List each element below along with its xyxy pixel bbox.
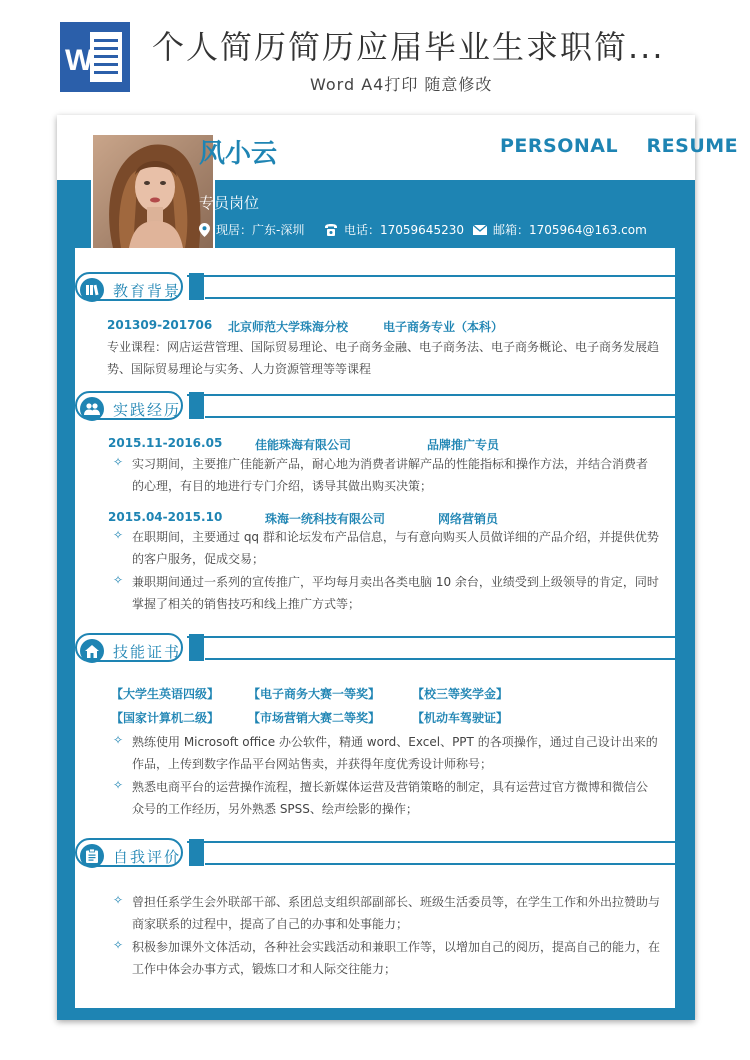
section-header-self-eval	[75, 836, 675, 872]
phone-icon	[324, 224, 338, 236]
job-role: 品牌推广专员	[427, 438, 500, 452]
phone-text: 电话：17059645230	[344, 223, 464, 237]
job-company: 佳能珠海有限公司	[255, 438, 352, 452]
bullet-icon: ✧	[113, 893, 124, 907]
contact-location	[199, 221, 304, 238]
bullet-icon: ✧	[113, 938, 124, 952]
location-text: 现居：广东-深圳	[216, 223, 305, 237]
self-eval-bullet: 积极参加课外文体活动，各种社会实践活动和兼职工作等，以增加自己的阅历，提高自己的能力，在 工作中体会办事方式，锻炼口才和人际交往能力；	[132, 940, 661, 976]
job-bullet: 兼职期间通过一系列的宣传推广，平均每月卖出各类电脑 10 余台，业绩受到上级领导的肯定，同时 掌握了相关的销售技巧和线上推广方式等；	[132, 575, 659, 611]
cert-item: 【机动车驾驶证】	[412, 711, 509, 725]
candidate-name: 风小云	[199, 139, 278, 169]
job-role: 网络营销员	[438, 512, 499, 526]
mail-icon	[473, 225, 487, 235]
personal-resume-heading: PERSONAL RESUME	[500, 135, 739, 157]
profile-photo	[91, 133, 215, 250]
top-header	[0, 0, 750, 110]
section-title: 实践经历	[113, 401, 182, 419]
section-title: 自我评价	[113, 848, 182, 866]
edu-courses: 专业课程：网店运营管理、国际贸易理论、电子商务金融、电子商务法、电子商务概论、电子商务发展趋 势、国际贸易理论与实务、人力资源管理等等课程	[107, 340, 660, 376]
section-header-practice	[75, 389, 675, 425]
self-eval-bullet: 曾担任系学生会外联部干部、系团总支组织部副部长、班级生活委员等，在学生工作和外出拉赞助与 商家联系的过程中，提高了自己的办事和处事能力；	[132, 895, 661, 931]
resume-content	[75, 248, 675, 1008]
job-period: 2015.11-2016.05	[108, 436, 223, 450]
section-header-skills	[75, 631, 675, 667]
edu-major: 电子商务专业（本科）	[383, 320, 504, 334]
svg-text:W: W	[65, 44, 94, 77]
cert-item: 【国家计算机二级】	[111, 711, 220, 725]
bullet-icon: ✧	[113, 573, 124, 587]
cert-item: 【大学生英语四级】	[111, 687, 220, 701]
skill-bullet: 熟练使用 Microsoft office 办公软件，精通 word、Excel、PPT 的各项操作，通过自己设计出来的 作品，上传到数字作品平台网站售卖，并获得年度优秀设计师称号；	[132, 735, 658, 771]
location-pin-icon	[199, 223, 210, 237]
bullet-icon: ✧	[113, 528, 124, 542]
bullet-icon: ✧	[113, 455, 124, 469]
cert-item: 【校三等奖学金】	[412, 687, 509, 701]
books-icon	[80, 278, 104, 302]
job-bullet: 实习期间，主要推广佳能新产品，耐心地为消费者讲解产品的性能指标和操作方法，并结合消费者 的心理，有目的地进行专门介绍，诱导其做出购买决策；	[132, 457, 649, 493]
job-company: 珠海一统科技有限公司	[265, 512, 386, 526]
clipboard-icon	[80, 844, 104, 868]
contact-phone	[324, 221, 464, 238]
cert-item: 【电子商务大赛一等奖】	[248, 687, 381, 701]
skill-bullet: 熟悉电商平台的运营操作流程，擅长新媒体运营及营销策略的制定，具有运营过官方微博和微信公 众号的工作经历，另外熟悉 SPSS、绘声绘影的操作；	[132, 780, 649, 816]
job-period: 2015.04-2015.10	[108, 510, 223, 524]
word-doc-icon	[60, 22, 130, 92]
section-title: 技能证书	[113, 643, 182, 661]
edu-period: 201309-201706	[107, 318, 213, 332]
edu-school: 北京师范大学珠海分校	[228, 320, 349, 334]
email-text: 邮箱：1705964@163.com	[493, 223, 647, 237]
job-bullet: 在职期间，主要通过 qq 群和论坛发布产品信息，与有意向购买人员做详细的产品介绍，并提供优势 的客户服务，促成交易；	[132, 530, 659, 566]
document-subtitle: Word A4打印 随意修改	[310, 75, 493, 94]
people-icon	[80, 397, 104, 421]
house-icon	[80, 639, 104, 663]
target-position: 专员岗位	[199, 194, 260, 212]
bullet-icon: ✧	[113, 733, 124, 747]
cert-item: 【市场营销大赛二等奖】	[248, 711, 381, 725]
resume-sheet	[57, 115, 739, 1020]
section-title: 教育背景	[113, 282, 182, 300]
bullet-icon: ✧	[113, 778, 124, 792]
contact-email	[473, 221, 647, 238]
document-title: 个人简历简历应届毕业生求职简...	[152, 28, 665, 66]
section-header-education	[75, 270, 675, 306]
